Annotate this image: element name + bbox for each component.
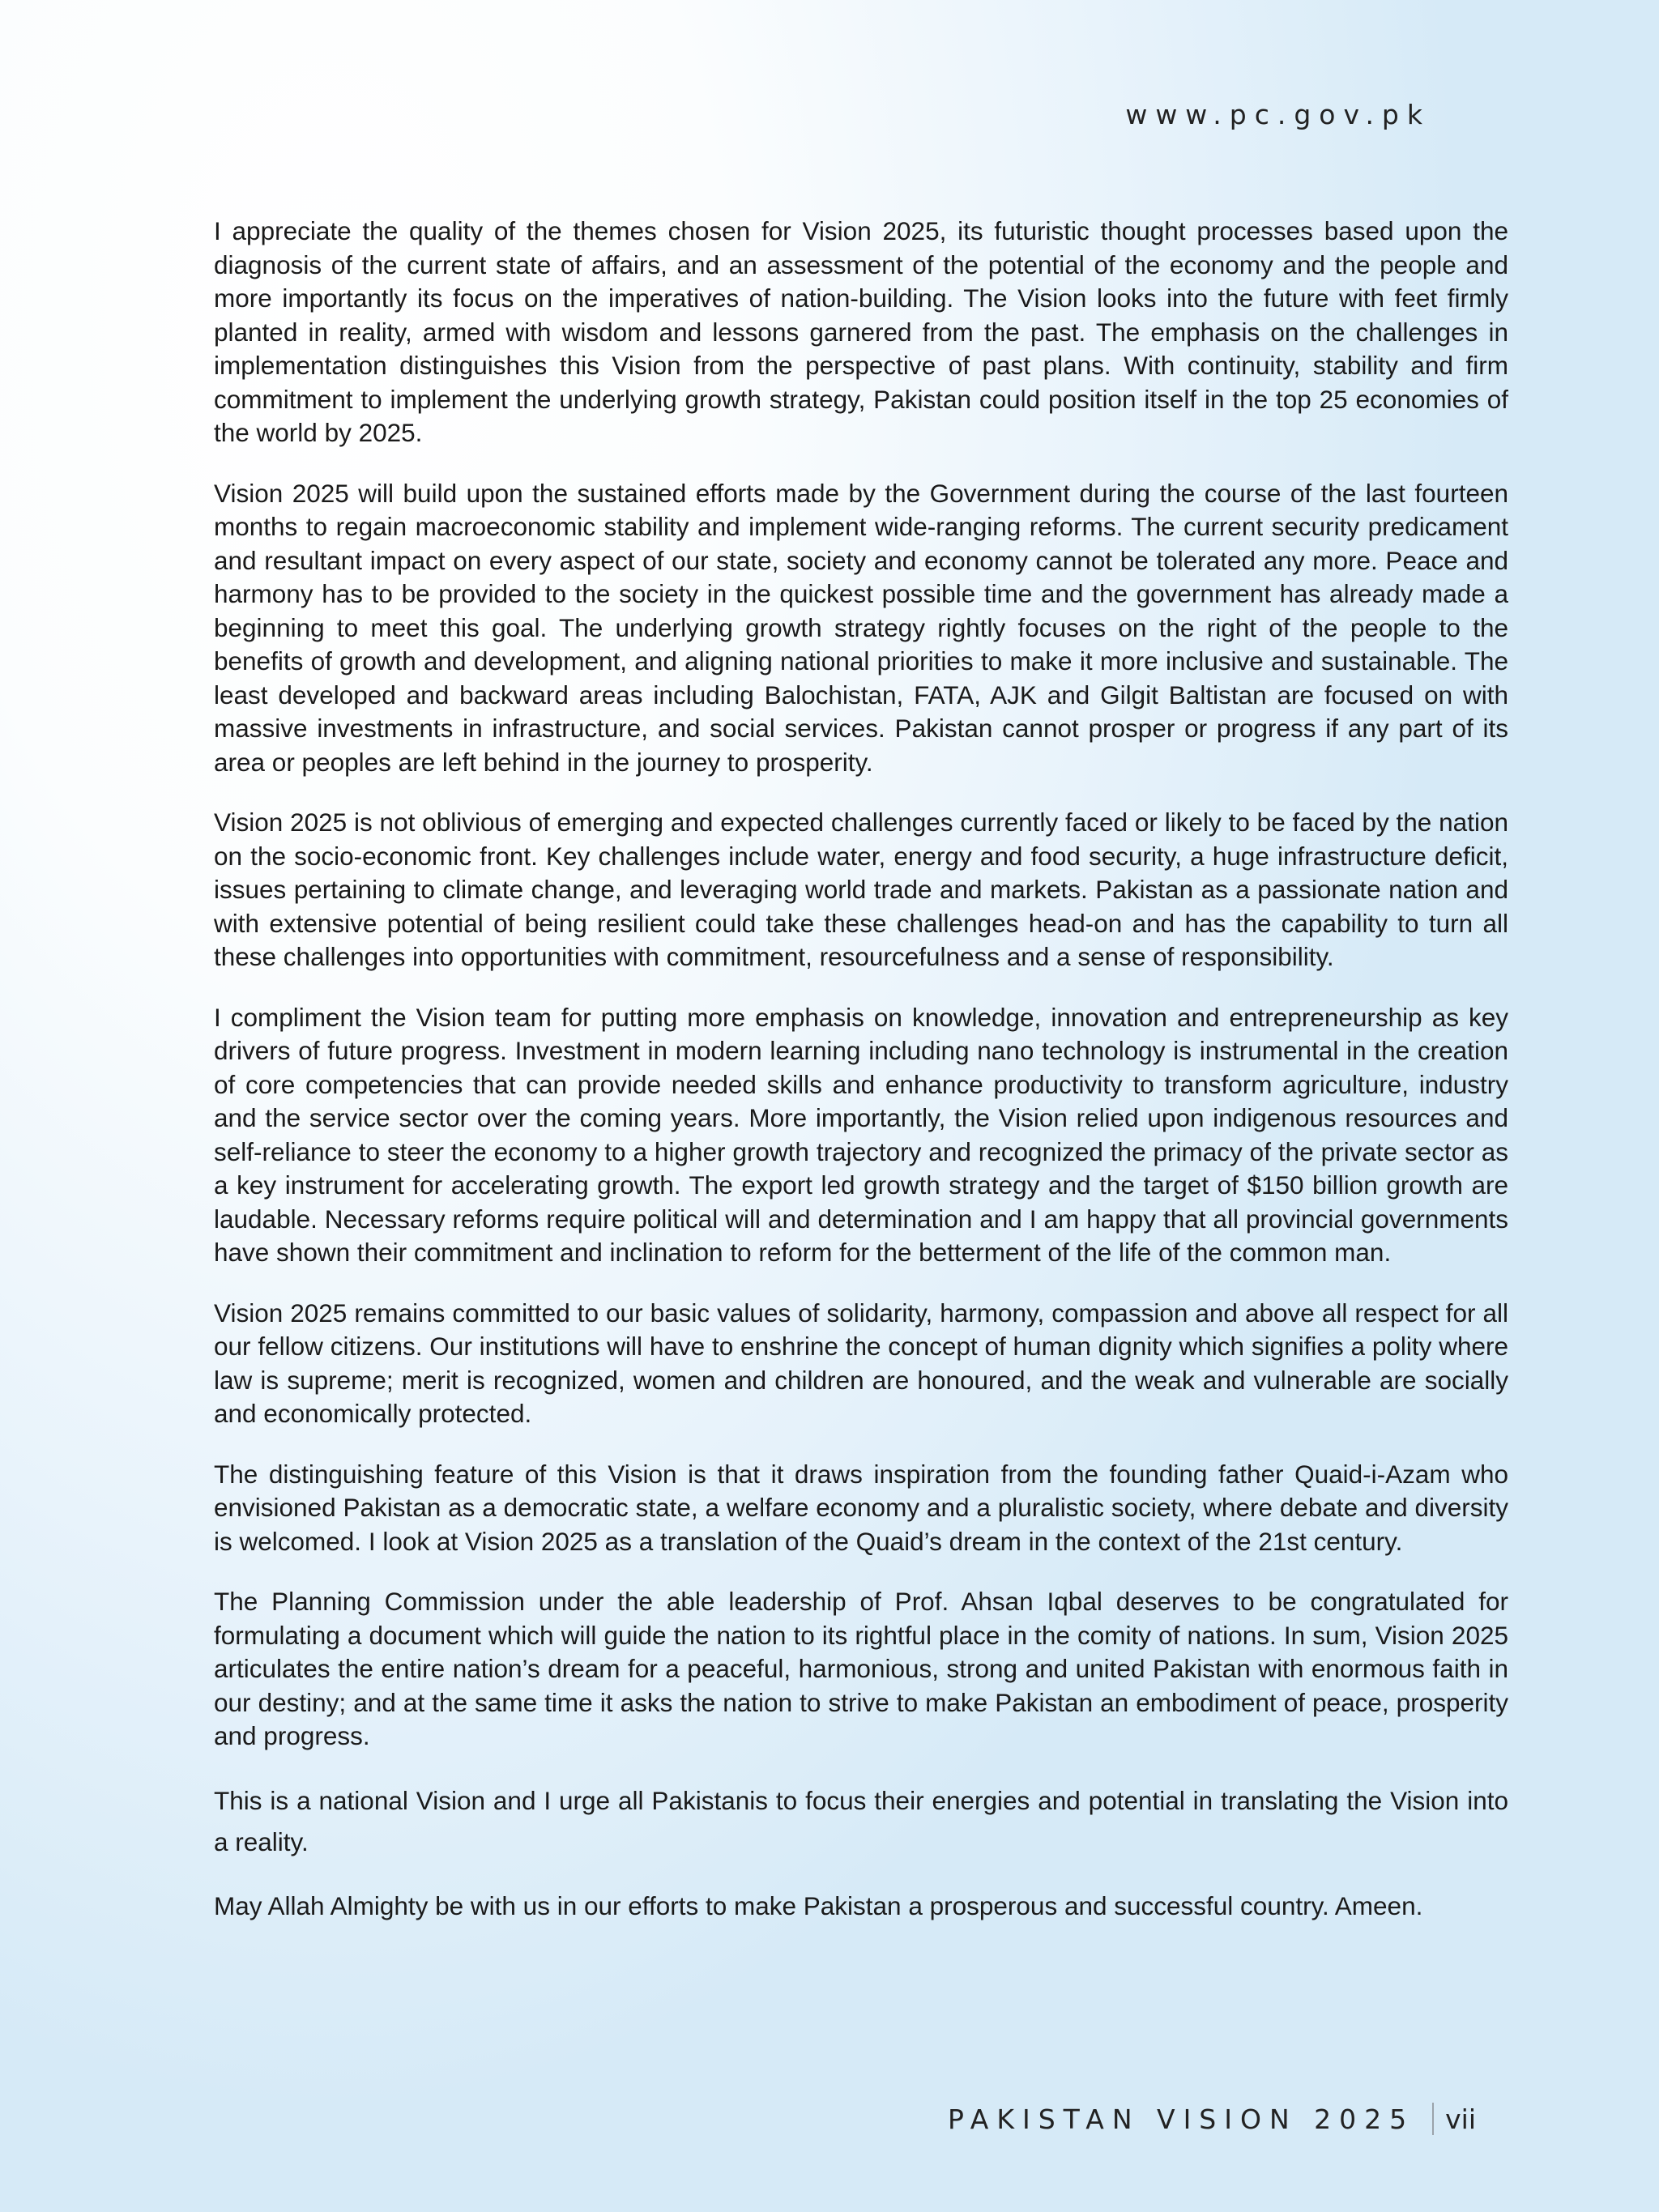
page-footer xyxy=(948,2103,1476,2135)
paragraph-values: Vision 2025 remains committed to our basic values of solidarity, harmony, compassion and above all respect for all our fellow citizens. Our institutions will have to enshrine the concept of human dignity which signifies a polity where law is supreme; merit is recognized, women and children are honoured, and the weak and vulnerable are socially and economically protected. xyxy=(214,1298,1508,1428)
paragraph-planning-commission: The Planning Commission under the able leadership of Prof. Ahsan Iqbal deserves to be congratulated for formulating a document which will guide the nation to its rightful place in the comity of nations. In sum, Vision 2025 articulates the entire nation’s dream for a peaceful, harmonious, strong and united Pakistan with enormous faith in our destiny; and at the same time it asks the nation to strive to make Pakistan an embodiment of peace, prosperity and progress. xyxy=(214,1587,1508,1750)
footer-title: PAKISTAN VISION 2025 xyxy=(947,2103,1415,2135)
paragraph-national-vision: This is a national Vision and I urge all Pakistanis to focus their energies and potential in translating the Vision into a reality. xyxy=(214,1785,1508,1856)
paragraph-quaid-inspiration: The distinguishing feature of this Vision is that it draws inspiration from the founding father Quaid-i-Azam who envisioned Pakistan as a democratic state, a welfare economy and a pluralistic society, where debate and diversity is welcomed. I look at Vision 2025 as a translation of the Quaid’s dream in the context of the 21st century. xyxy=(214,1459,1508,1556)
paragraph-sustained-efforts: Vision 2025 will build upon the sustained efforts made by the Government during the course of the last fourteen months to regain macroeconomic stability and implement wide-ranging reforms. The current security predicament and resultant impact on every aspect of our state, society and economy cannot be tolerated any more. Peace and harmony has to be provided to the society in the quickest possible time and the government has already made a beginning to meet this goal. The underlying growth strategy rightly focuses on the right of the people to the benefits of growth and development, and aligning national priorities to make it more inclusive and sustainable. The least developed and backward areas including Balochistan, FATA, AJK and Gilgit Baltistan are focused on with massive investments in infrastructure, and social services. Pakistan cannot prosper or progress if any part of its area or peoples are left behind in the journey to prosperity. xyxy=(214,478,1508,777)
paragraph-closing-prayer: May Allah Almighty be with us in our efforts to make Pakistan a prosperous and successful country. Ameen. xyxy=(214,1890,1423,1920)
paragraph-challenges: Vision 2025 is not oblivious of emerging and expected challenges currently faced or likely to be faced by the nation on the socio-economic front. Key challenges include water, energy and food security, a huge infrastructure deficit, issues pertaining to climate change, and leveraging world trade and markets. Pakistan as a passionate nation and with extensive potential of being resilient could take these challenges head-on and has the capability to turn all these challenges into opportunities with commitment, resourcefulness and a sense of responsibility. xyxy=(214,808,1508,971)
website-url: www.pc.gov.pk xyxy=(1125,99,1431,130)
paragraph-themes: I appreciate the quality of the themes chosen for Vision 2025, its futuristic thought processes based upon the diagnosis of the current state of affairs, and an assessment of the potential of the economy and the people and more importantly its focus on the imperatives of nation-building. The Vision looks into the future with feet firmly planted in reality, armed with wisdom and lessons garnered from the past. The emphasis on the challenges in implementation distinguishes this Vision from the perspective of past plans. With continuity, stability and firm commitment to implement the underlying growth strategy, Pakistan could position itself in the top 25 economies of the world by 2025. xyxy=(214,216,1508,447)
letter-body xyxy=(214,215,1508,1950)
paragraph-knowledge-innovation: I compliment the Vision team for putting more emphasis on knowledge, innovation and entrepreneurship as key drivers of future progress. Investment in modern learning including nano technology is instrumental in the creation of core competencies that can provide needed skills and enhance productivity to transform agriculture, industry and the service sector over the coming years. More importantly, the Vision relied upon indigenous resources and self-reliance to steer the economy to a higher growth trajectory and recognized the primacy of the private sector as a key instrument for accelerating growth. The export led growth strategy and the target of $150 billion growth are laudable. Necessary reforms require political will and determination and I am happy that all provincial governments have shown their commitment and inclination to reform for the betterment of the life of the common man. xyxy=(214,1002,1508,1267)
page-number: vii xyxy=(1445,2103,1476,2135)
footer-divider xyxy=(1432,2103,1434,2135)
